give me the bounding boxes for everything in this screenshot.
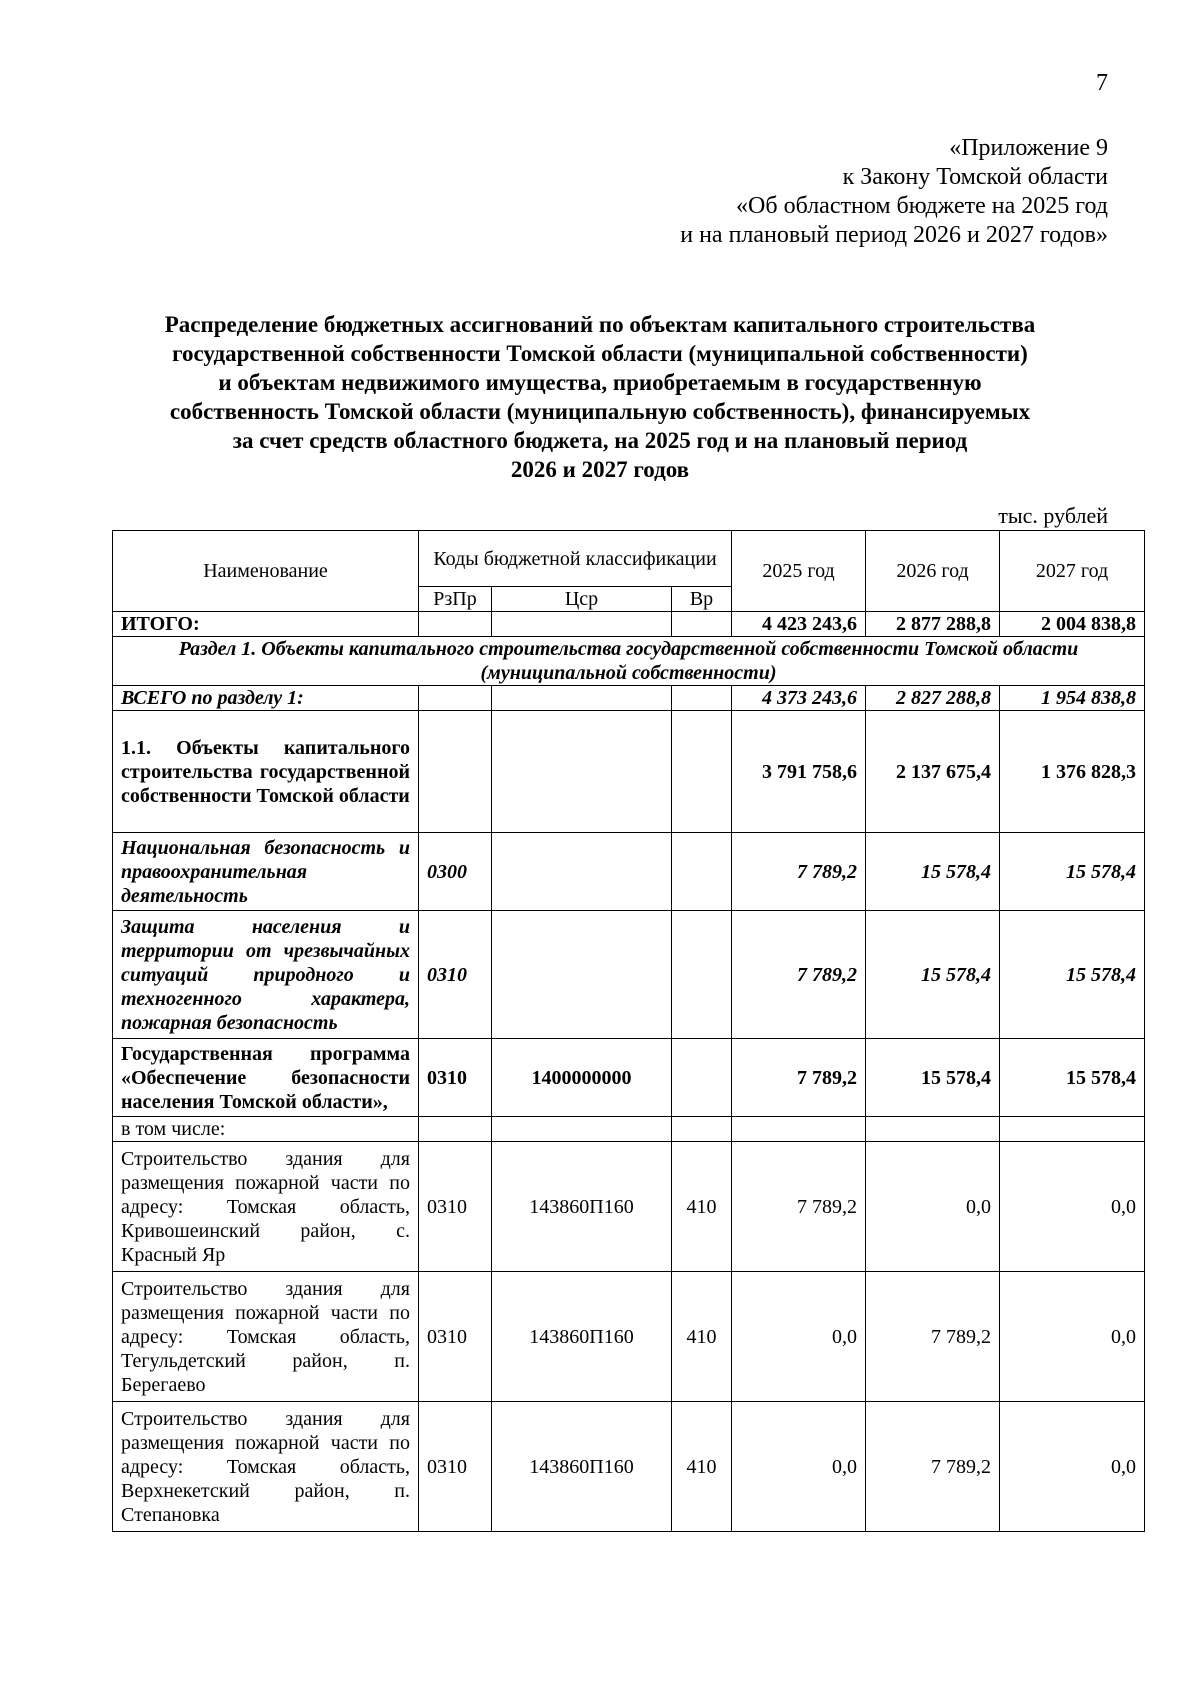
row-rzpr: 0310 <box>419 1272 492 1402</box>
title-line: 2026 и 2027 годов <box>510 457 690 482</box>
total-2025: 4 423 243,6 <box>732 612 866 637</box>
row-csr: 143860П160 <box>492 1272 672 1402</box>
row-2026: 2 137 675,4 <box>866 711 1000 833</box>
row-vr: 410 <box>672 1142 732 1272</box>
row-2027: 0,0 <box>1000 1142 1145 1272</box>
appendix-line: и на плановый период 2026 и 2027 годов» <box>680 222 1108 248</box>
header-csr: Цср <box>492 587 672 612</box>
row-rzpr: 0310 <box>419 1039 492 1117</box>
row-2025 <box>732 1117 866 1142</box>
appendix-line: к Закону Томской области <box>842 164 1108 190</box>
appendix-line: «Приложение 9 <box>949 135 1108 161</box>
section-total-2025: 4 373 243,6 <box>732 686 866 711</box>
row-2027: 0,0 <box>1000 1402 1145 1532</box>
row-2027: 0,0 <box>1000 1272 1145 1402</box>
row-2027 <box>1000 1117 1145 1142</box>
row-csr <box>492 833 672 911</box>
row-2027: 15 578,4 <box>1000 833 1145 911</box>
header-2027: 2027 год <box>1000 531 1145 612</box>
row-rzpr <box>419 1117 492 1142</box>
row-2025: 0,0 <box>732 1272 866 1402</box>
appendix-line: «Об областном бюджете на 2025 год <box>736 193 1108 219</box>
title-line: государственной собственности Томской области (муниципальной собственности) <box>172 341 1028 366</box>
row-2026: 7 789,2 <box>866 1402 1000 1532</box>
table-row <box>113 1117 1145 1142</box>
header-name: Наименование <box>113 531 419 612</box>
row-vr <box>672 911 732 1039</box>
header-codes: Коды бюджетной классификации <box>419 531 732 587</box>
total-2026: 2 877 288,8 <box>866 612 1000 637</box>
section-row <box>113 637 1145 686</box>
row-name: Защита населения и территории от чрезвычайных ситуаций природного и техногенного характера, пожарная безопасность <box>113 911 419 1039</box>
row-name: Строительство здания для размещения пожарной части по адресу: Томская область, Верхнекетский район, п. Степановка <box>113 1402 419 1532</box>
row-2027: 15 578,4 <box>1000 1039 1145 1117</box>
table-row <box>113 911 1145 1039</box>
document-title <box>120 310 1080 484</box>
row-name: 1.1. Объекты капитального строительства государственной собственности Томской области <box>113 711 419 833</box>
row-vr <box>672 833 732 911</box>
row-name: в том числе: <box>113 1117 419 1142</box>
section-total-2027: 1 954 838,8 <box>1000 686 1145 711</box>
appendix-reference <box>680 134 1108 250</box>
row-2027: 1 376 828,3 <box>1000 711 1145 833</box>
row-2026: 15 578,4 <box>866 1039 1000 1117</box>
header-vr: Вр <box>672 587 732 612</box>
page-number: 7 <box>1096 70 1108 96</box>
row-csr <box>492 711 672 833</box>
row-2025: 7 789,2 <box>732 833 866 911</box>
row-2026: 15 578,4 <box>866 911 1000 1039</box>
row-2026: 15 578,4 <box>866 833 1000 911</box>
row-2025: 7 789,2 <box>732 911 866 1039</box>
units-label: тыс. рублей <box>998 503 1108 528</box>
row-2026: 7 789,2 <box>866 1272 1000 1402</box>
section-total-label: ВСЕГО по разделу 1: <box>113 686 419 711</box>
section-total-row <box>113 686 1145 711</box>
row-2025: 0,0 <box>732 1402 866 1532</box>
row-rzpr: 0310 <box>419 1402 492 1532</box>
row-name: Строительство здания для размещения пожарной части по адресу: Томская область, Кривошеинский район, с. Красный Яр <box>113 1142 419 1272</box>
table-row <box>113 1402 1145 1532</box>
total-label: ИТОГО: <box>113 612 419 637</box>
row-rzpr: 0310 <box>419 911 492 1039</box>
row-csr <box>492 911 672 1039</box>
row-vr <box>672 1039 732 1117</box>
table-row <box>113 833 1145 911</box>
row-vr <box>672 1117 732 1142</box>
row-rzpr: 0300 <box>419 833 492 911</box>
table-row <box>113 1142 1145 1272</box>
title-line: Распределение бюджетных ассигнований по объектам капитального строительства <box>164 312 1036 337</box>
title-line: за счет средств областного бюджета, на 2025 год и на плановый период <box>232 428 968 453</box>
row-name: Строительство здания для размещения пожарной части по адресу: Томская область, Тегульдетский район, п. Берегаево <box>113 1272 419 1402</box>
row-2025: 7 789,2 <box>732 1039 866 1117</box>
header-2025: 2025 год <box>732 531 866 612</box>
row-2026: 0,0 <box>866 1142 1000 1272</box>
row-vr: 410 <box>672 1272 732 1402</box>
title-line: и объектам недвижимого имущества, приобретаемым в государственную <box>218 370 982 395</box>
header-2026: 2026 год <box>866 531 1000 612</box>
section-title: Раздел 1. Объекты капитального строительства государственной собственности Томской области (муниципальной собственности) <box>113 637 1145 686</box>
row-2027: 15 578,4 <box>1000 911 1145 1039</box>
row-csr: 1400000000 <box>492 1039 672 1117</box>
row-csr: 143860П160 <box>492 1402 672 1532</box>
row-csr: 143860П160 <box>492 1142 672 1272</box>
row-vr <box>672 711 732 833</box>
table-row <box>113 1272 1145 1402</box>
total-row <box>113 612 1145 637</box>
row-2025: 7 789,2 <box>732 1142 866 1272</box>
budget-table <box>112 530 1145 1532</box>
header-rzpr: РзПр <box>419 587 492 612</box>
table-row <box>113 1039 1145 1117</box>
section-total-2026: 2 827 288,8 <box>866 686 1000 711</box>
total-2027: 2 004 838,8 <box>1000 612 1145 637</box>
row-rzpr: 0310 <box>419 1142 492 1272</box>
row-csr <box>492 1117 672 1142</box>
row-name: Государственная программа «Обеспечение безопасности населения Томской области», <box>113 1039 419 1117</box>
row-name: Национальная безопасность и правоохранительная деятельность <box>113 833 419 911</box>
table-row <box>113 711 1145 833</box>
title-line: собственность Томской области (муниципальную собственность), финансируемых <box>169 399 1031 424</box>
header-row <box>113 531 1145 587</box>
row-2025: 3 791 758,6 <box>732 711 866 833</box>
row-2026 <box>866 1117 1000 1142</box>
row-rzpr <box>419 711 492 833</box>
row-vr: 410 <box>672 1402 732 1532</box>
